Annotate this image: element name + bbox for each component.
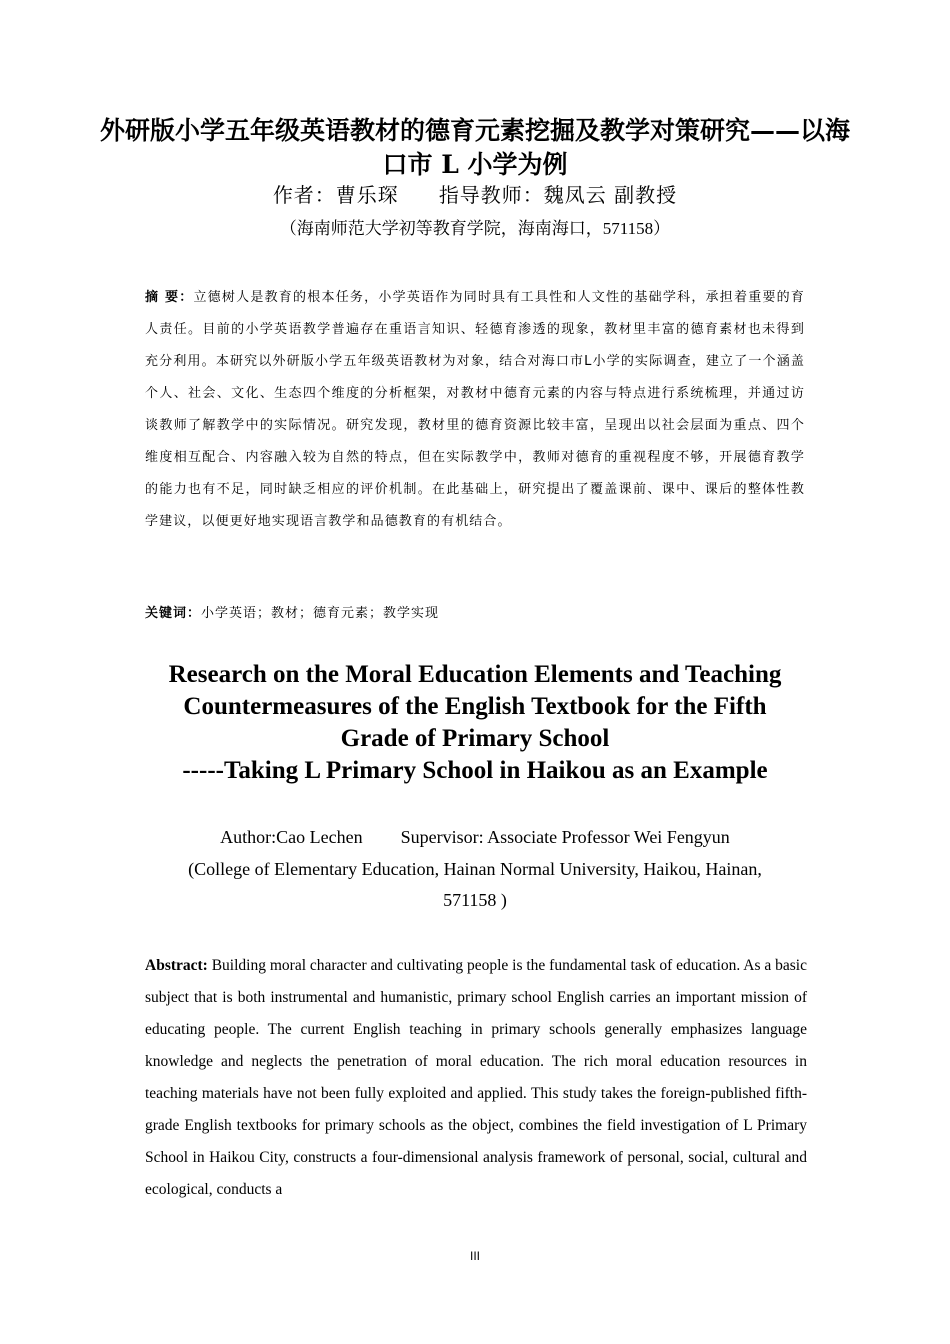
chinese-abstract-label: 摘 要： xyxy=(145,290,194,305)
chinese-affiliation: （海南师范大学初等教育学院，海南海口，571158） xyxy=(279,219,671,238)
english-abstract xyxy=(145,950,807,1206)
english-title xyxy=(120,659,830,787)
chinese-author: 作者：曹乐琛 xyxy=(272,183,399,207)
english-author: Author:Cao Lechen xyxy=(220,827,363,847)
chinese-abstract xyxy=(145,282,805,538)
chinese-keywords-text: 小学英语；教材；德育元素；教学实现 xyxy=(201,606,440,621)
english-title-line: -----Taking L Primary School in Haikou as an Example xyxy=(182,757,768,784)
english-title-line: Research on the Moral Education Elements and Teaching xyxy=(168,661,782,688)
chinese-abstract-text: 立德树人是教育的根本任务，小学英语作为同时具有工具性和人文性的基础学科，承担着重要的育人责任。目前的小学英语教学普遍存在重语言知识、轻德育渗透的现象，教材里丰富的德育素材也未得到充分利用。本研究以外研版小学五年级英语教材为对象，结合对海口市L小学的实际调查，建立了一个涵盖个人、社会、文化、生态四个维度的分析框架，对教材中德育元素的内容与特点进行系统梳理，并通过访谈教师了解教学中的实际情况。研究发现，教材里的德育资源比较丰富，呈现出以社会层面为重点、四个维度相互配合、内容融入较为自然的特点，但在实际教学中，教师对德育的重视程度不够，开展德育教学的能力也有不足，同时缺乏相应的评价机制。在此基础上，研究提出了覆盖课前、课中、课后的整体性教学建议，以便更好地实现语言教学和品德教育的有机结合。 xyxy=(145,290,805,529)
english-affiliation: (College of Elementary Education, Hainan Normal University, Haikou, Hainan, 571158 ) xyxy=(188,859,762,910)
english-title-line: Countermeasures of the English Textbook for the Fifth xyxy=(183,693,767,720)
chinese-title: 外研版小学五年级英语教材的德育元素挖掘及教学对策研究——以海口市 L 小学为例 xyxy=(100,116,851,179)
chinese-keywords xyxy=(145,600,805,628)
chinese-keywords-label: 关键词： xyxy=(145,606,202,621)
chinese-author-line xyxy=(100,180,850,210)
chinese-supervisor: 指导教师：魏凤云 副教授 xyxy=(438,183,678,207)
english-abstract-text: Building moral character and cultivating people is the fundamental task of education. As a basic subject that is both instrumental and humanistic, primary school English carries an important mission of educating people. The current English teaching in primary schools generally emphasizes language knowledge and neglects the penetration of moral education. The rich moral education resources in teaching materials have not been fully exploited and applied. This study takes the foreign-published fifth-grade English textbooks for primary schools as the object, combines the field investigation of L Primary School in Haikou City, constructs a four-dimensional analysis framework of personal, social, cultural and ecological, conducts a xyxy=(145,957,807,1198)
english-author-line xyxy=(100,823,850,851)
english-title-line: Grade of Primary School xyxy=(340,725,610,752)
english-abstract-label: Abstract: xyxy=(145,957,208,974)
page-number: III xyxy=(469,1249,480,1263)
english-supervisor: Supervisor: Associate Professor Wei Fengyun xyxy=(400,827,730,847)
